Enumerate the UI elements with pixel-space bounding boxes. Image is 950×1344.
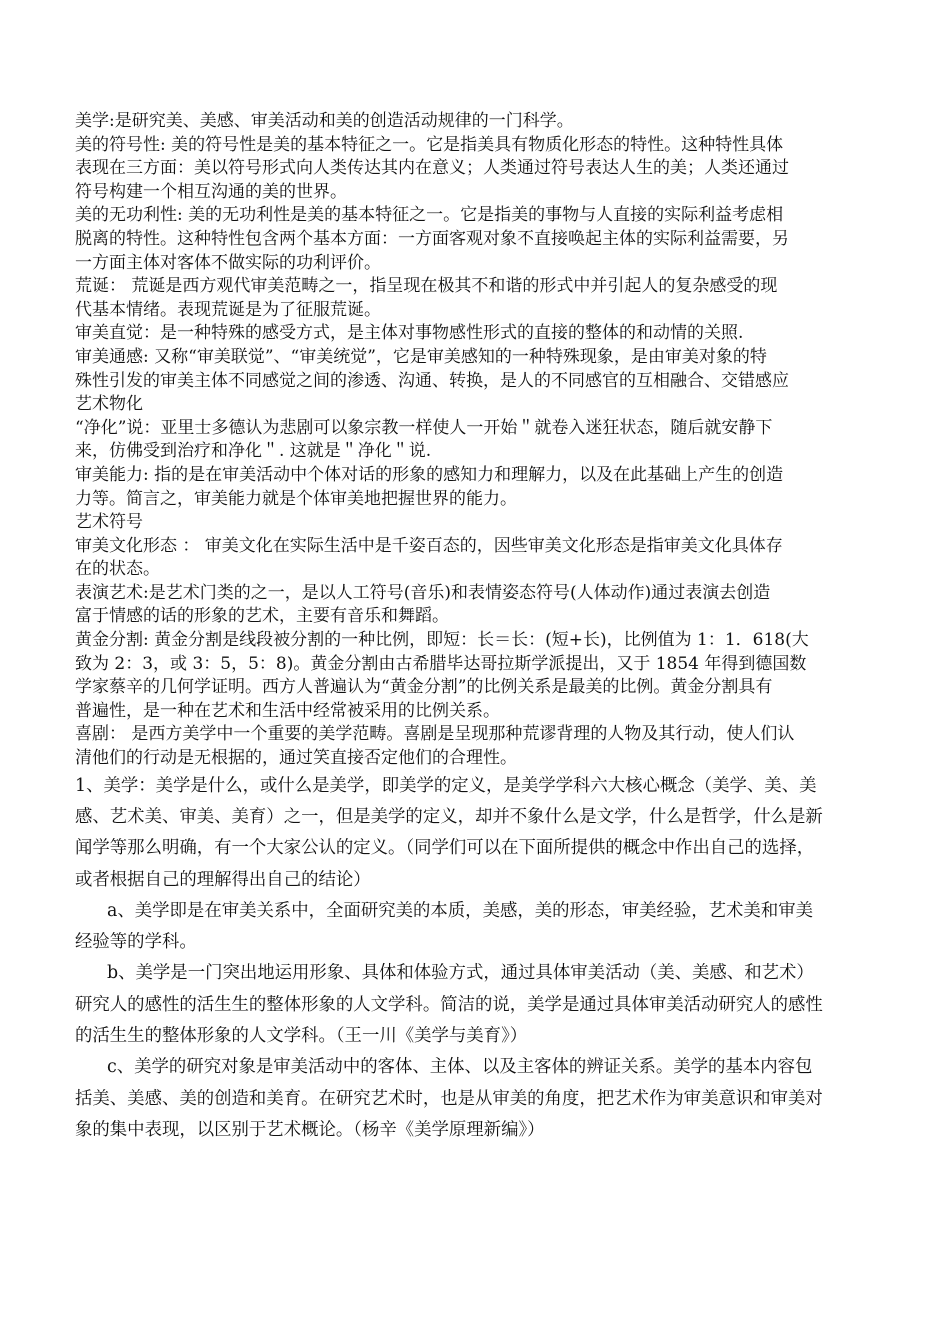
text-line: c、美学的研究对象是审美活动中的客体、主体、以及主客体的辨证关系。美学的基本内容包 — [107, 1057, 813, 1078]
text-line: 美学:是研究美、美感、审美活动和美的创造活动规律的一门科学。 — [75, 111, 574, 131]
text-line: 力等。简言之，审美能力就是个体审美地把握世界的能力。 — [75, 488, 517, 509]
text-line: 殊性引发的审美主体不同感觉之间的渗透、沟通、转换，是人的不同感官的互相融合、交错感应 — [75, 370, 789, 391]
text-line: a、美学即是在审美关系中，全面研究美的本质，美感，美的形态，审美经验，艺术美和审美 — [107, 900, 813, 921]
text-line: 美的符号性: 美的符号性是美的基本特征之一。它是指美具有物质化形态的特性。这种特性具体 — [75, 134, 784, 155]
text-line: b、美学是一门突出地运用形象、具体和体验方式，通过具体审美活动（美、美感、和艺术） — [107, 963, 814, 984]
text-line: “净化”说：亚里士多德认为悲剧可以象宗教一样使人一开始＂就卷入迷狂状态，随后就安静下 — [75, 417, 773, 438]
text-line: 脱离的特性。这种特性包含两个基本方面：一方面客观对象不直接唤起主体的实际利益需要，另 — [75, 228, 789, 249]
text-line: 审美直觉：是一种特殊的感受方式，是主体对事物感性形式的直接的整体的和动情的关照. — [75, 323, 744, 344]
text-line: 富于情感的话的形象的艺术，主要有音乐和舞蹈。 — [75, 606, 449, 627]
document-text — [75, 110, 880, 1146]
text-line: 代基本情绪。表现荒诞是为了征服荒诞。 — [75, 299, 381, 320]
text-line: 黄金分割: 黄金分割是线段被分割的一种比例，即短：长＝长：(短+长)，比例值为 1：1．618(大 — [75, 630, 809, 651]
text-line: 荒诞： 荒诞是西方观代审美范畴之一，指呈现在极其不和谐的形式中并引起人的复杂感受的现 — [75, 276, 778, 297]
text-line: 象的集中表现，以区别于艺术概论。（杨辛《美学原理新编》） — [75, 1119, 545, 1140]
text-line: 清他们的行动是无根据的，通过笑直接否定他们的合理性。 — [75, 748, 517, 769]
text-line: 符号构建一个相互沟通的美的世界。 — [75, 181, 347, 202]
text-line: 美的无功利性: 美的无功利性是美的基本特征之一。它是指美的事物与人直接的实际利益考虑相 — [75, 205, 784, 226]
text-line: 来，仿佛受到治疗和净化＂. 这就是＂净化＂说. — [75, 441, 432, 462]
text-line: 表现在三方面：美以符号形式向人类传达其内在意义；人类通过符号表达人生的美；人类还通过 — [75, 158, 789, 179]
text-line: 在的状态。 — [75, 559, 160, 580]
text-line: 审美文化形态 ： 审美文化在实际生活中是千姿百态的，因些审美文化形态是指审美文化具体存 — [75, 535, 783, 556]
text-line: 感、艺术美、审美、美育）之一，但是美学的定义，却并不象什么是文学，什么是哲学，什么是新 — [75, 806, 823, 827]
text-line: 表演艺术:是艺术门类的之一，是以人工符号(音乐)和表情姿态符号(人体动作)通过表演去创造 — [75, 582, 771, 603]
text-line: 括美、美感、美的创造和美育。在研究艺术时，也是从审美的角度，把艺术作为审美意识和审美对 — [75, 1088, 823, 1109]
text-line: 致为 2：3，或 3：5，5：8)。黄金分割由古希腊毕达哥拉斯学派提出，又于 1854 年得到德国数 — [75, 653, 807, 674]
text-line: 普遍性，是一种在艺术和生活中经常被采用的比例关系。 — [75, 700, 500, 721]
text-line: 学家蔡辛的几何学证明。西方人普遍认为“黄金分割”的比例关系是最美的比例。黄金分割具有 — [75, 677, 773, 698]
text-line: 或者根据自己的理解得出自己的结论） — [75, 869, 371, 890]
text-line: 喜剧： 是西方美学中一个重要的美学范畴。喜剧是呈现那种荒谬背理的人物及其行动，使人们认 — [75, 724, 795, 745]
text-line: 艺术符号 — [75, 512, 143, 533]
text-line: 一方面主体对客体不做实际的功利评价。 — [75, 252, 381, 273]
text-line: 研究人的感性的活生生的整体形象的人文学科。简洁的说，美学是通过具体审美活动研究人的感性 — [75, 994, 823, 1015]
text-line: 1、美学：美学是什么，或什么是美学，即美学的定义，是美学学科六大核心概念（美学、美、美 — [75, 775, 817, 796]
text-line: 审美能力: 指的是在审美活动中个体对话的形象的感知力和理解力，以及在此基础上产生的创造 — [75, 464, 784, 485]
text-line: 艺术物化 — [75, 394, 143, 415]
text-line: 的活生生的整体形象的人文学科。（王一川《美学与美育》） — [75, 1026, 528, 1046]
text-line: 闻学等那么明确，有一个大家公认的定义。（同学们可以在下面所提供的概念中作出自己的选择， — [75, 838, 815, 859]
text-line: 经验等的学科。 — [75, 932, 197, 953]
text-line: 审美通感: 又称“审美联觉”、“审美统觉”，它是审美感知的一种特殊现象，是由审美对象的特 — [75, 346, 767, 367]
